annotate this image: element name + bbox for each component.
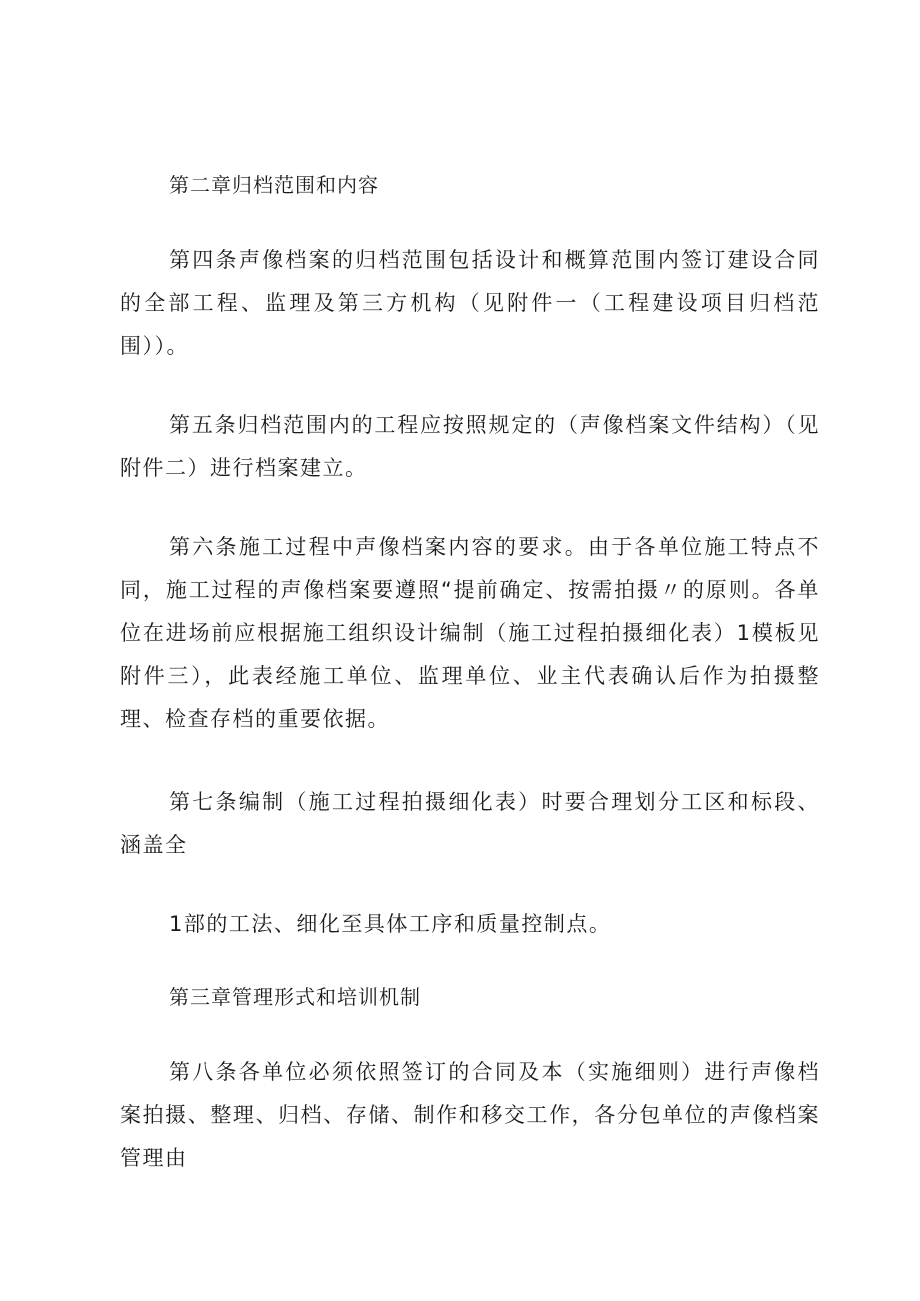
article-7-paragraph: 第七条编制（施工过程拍摄细化表）时要合理划分工区和标段、涵盖全 [120,790,820,857]
article-7-continuation: 1部的工法、细化至具体工序和质量控制点。 [169,912,612,936]
chapter-heading: 第二章归档范围和内容 [169,173,379,197]
article-8-paragraph: 第八条各单位必须依照签订的合同及本（实施细则）进行声像档案拍摄、整理、归档、存储、制作和移交工作，各分包单位的声像档案管理由 [120,1060,820,1170]
document-body [120,164,820,1180]
chapter-heading: 第三章管理形式和培训机制 [169,985,421,1009]
article-6-paragraph: 第六条施工过程中声像档案内容的要求。由于各单位施工特点不同，施工过程的声像档案要遵照“提前确定、按需拍摄〃的原则。各单位在进场前应根据施工组织设计编制（施工过程拍摄细化表）1模板见附件三），此表经施工单位、监理单位、业主代表确认后作为拍摄整理、检查存档的重要依据。 [120,535,820,731]
article-5-paragraph: 第五条归档范围内的工程应按照规定的（声像档案文件结构）（见附件二）进行档案建立。 [120,413,820,480]
article-4-paragraph: 第四条声像档案的归档范围包括设计和概算范围内签订建设合同的全部工程、监理及第三方机构（见附件一（工程建设项目归档范围））。 [120,248,820,358]
